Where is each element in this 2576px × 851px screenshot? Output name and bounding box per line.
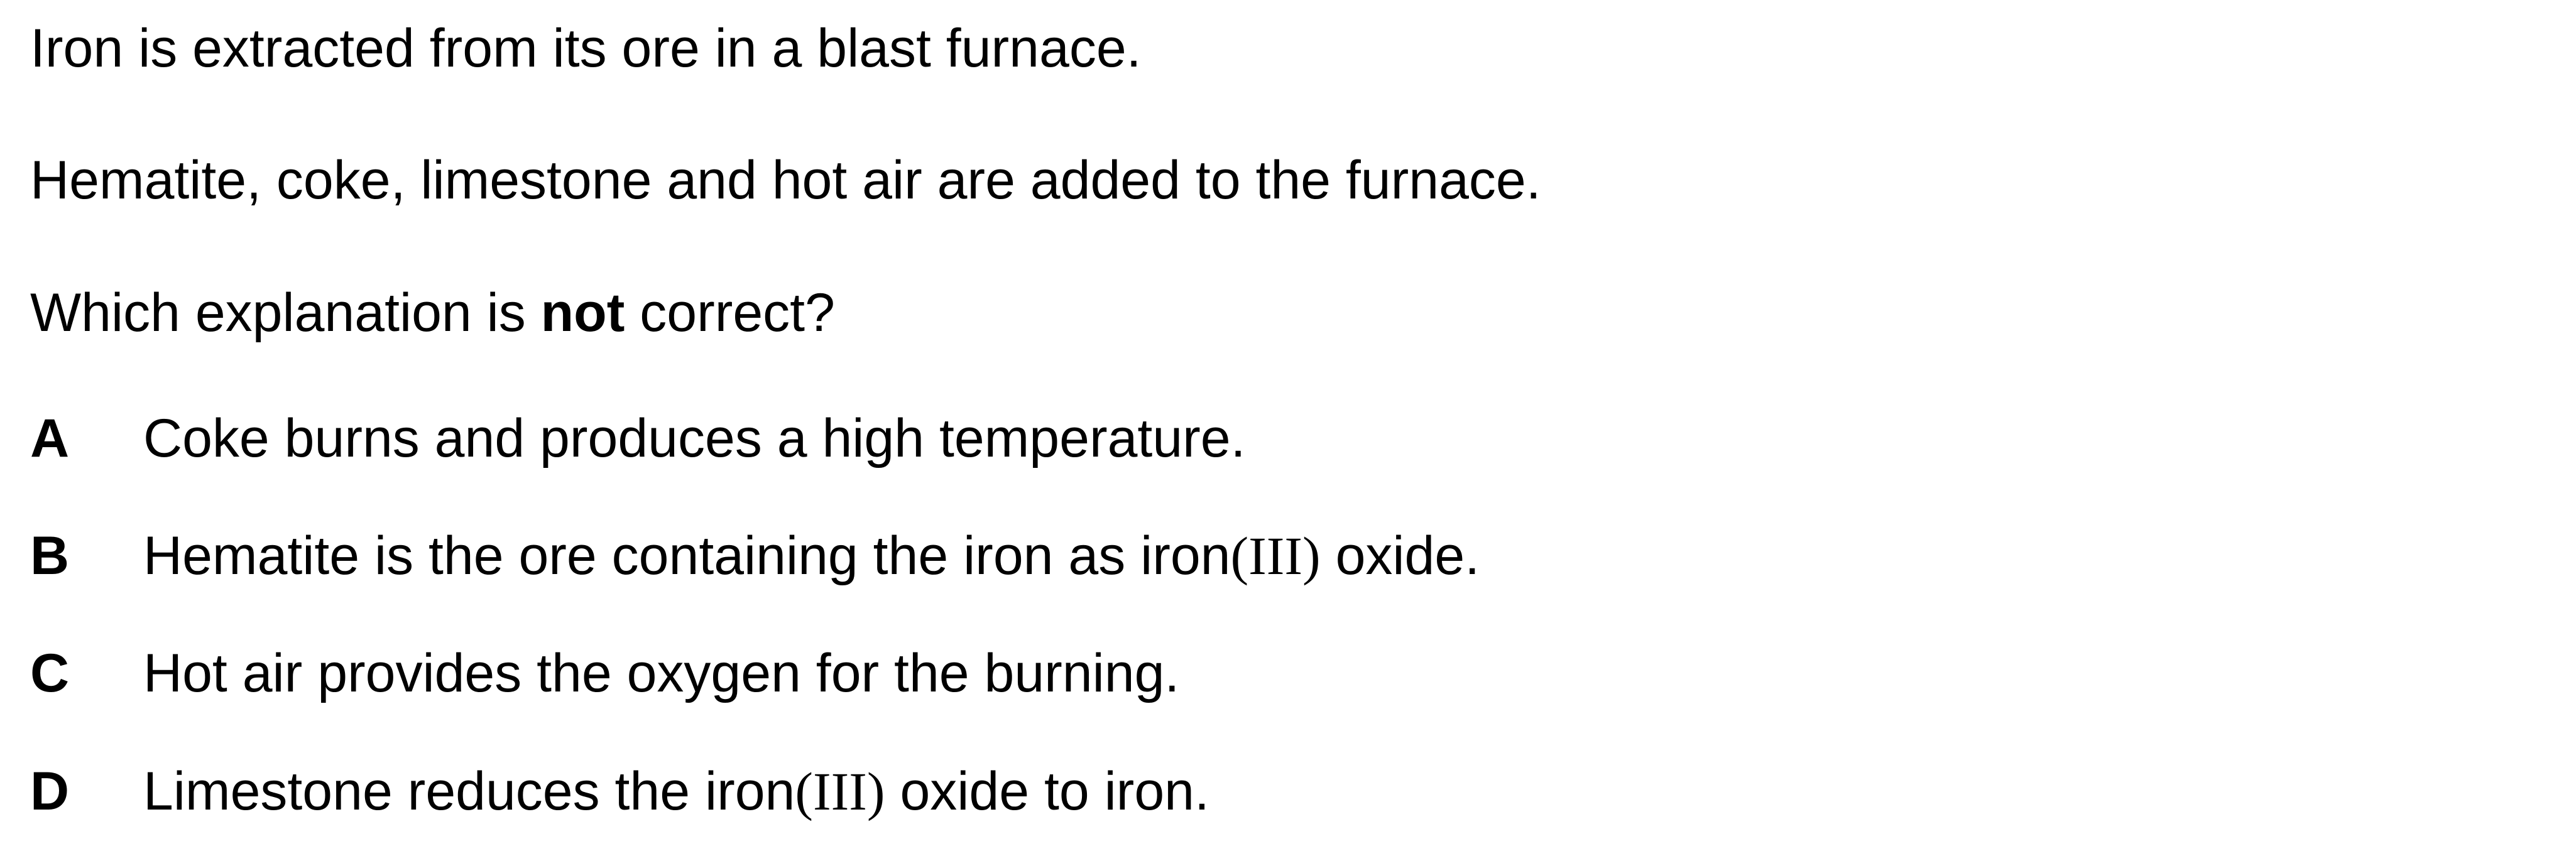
option-letter: A: [30, 408, 70, 469]
option-letter: C: [30, 643, 70, 703]
option-text: [143, 761, 1209, 821]
option-text: Coke burns and produces a high temperature.: [143, 408, 1246, 469]
option-text-start: Hematite is the ore containing the iron as iron: [143, 526, 1231, 586]
option-text-start: Limestone reduces the iron: [143, 761, 795, 821]
question-prompt: [30, 283, 835, 343]
option-letter: B: [30, 526, 70, 586]
roman-numeral: (III): [795, 761, 885, 821]
option-text: Hot air provides the oxygen for the burning.: [143, 643, 1180, 703]
option-text: [143, 526, 1480, 586]
option-text-end: oxide to iron.: [885, 761, 1209, 821]
prompt-emphasis: not: [540, 283, 625, 343]
option-letter: D: [30, 761, 70, 821]
roman-numeral: (III): [1230, 526, 1321, 586]
prompt-text-start: Which explanation is: [30, 283, 541, 343]
prompt-text-end: correct?: [625, 283, 835, 343]
question-context: Hematite, coke, limestone and hot air are added to the furnace.: [30, 150, 1541, 210]
option-text-end: oxide.: [1320, 526, 1480, 586]
question-intro: Iron is extracted from its ore in a blast furnace.: [30, 18, 1142, 79]
